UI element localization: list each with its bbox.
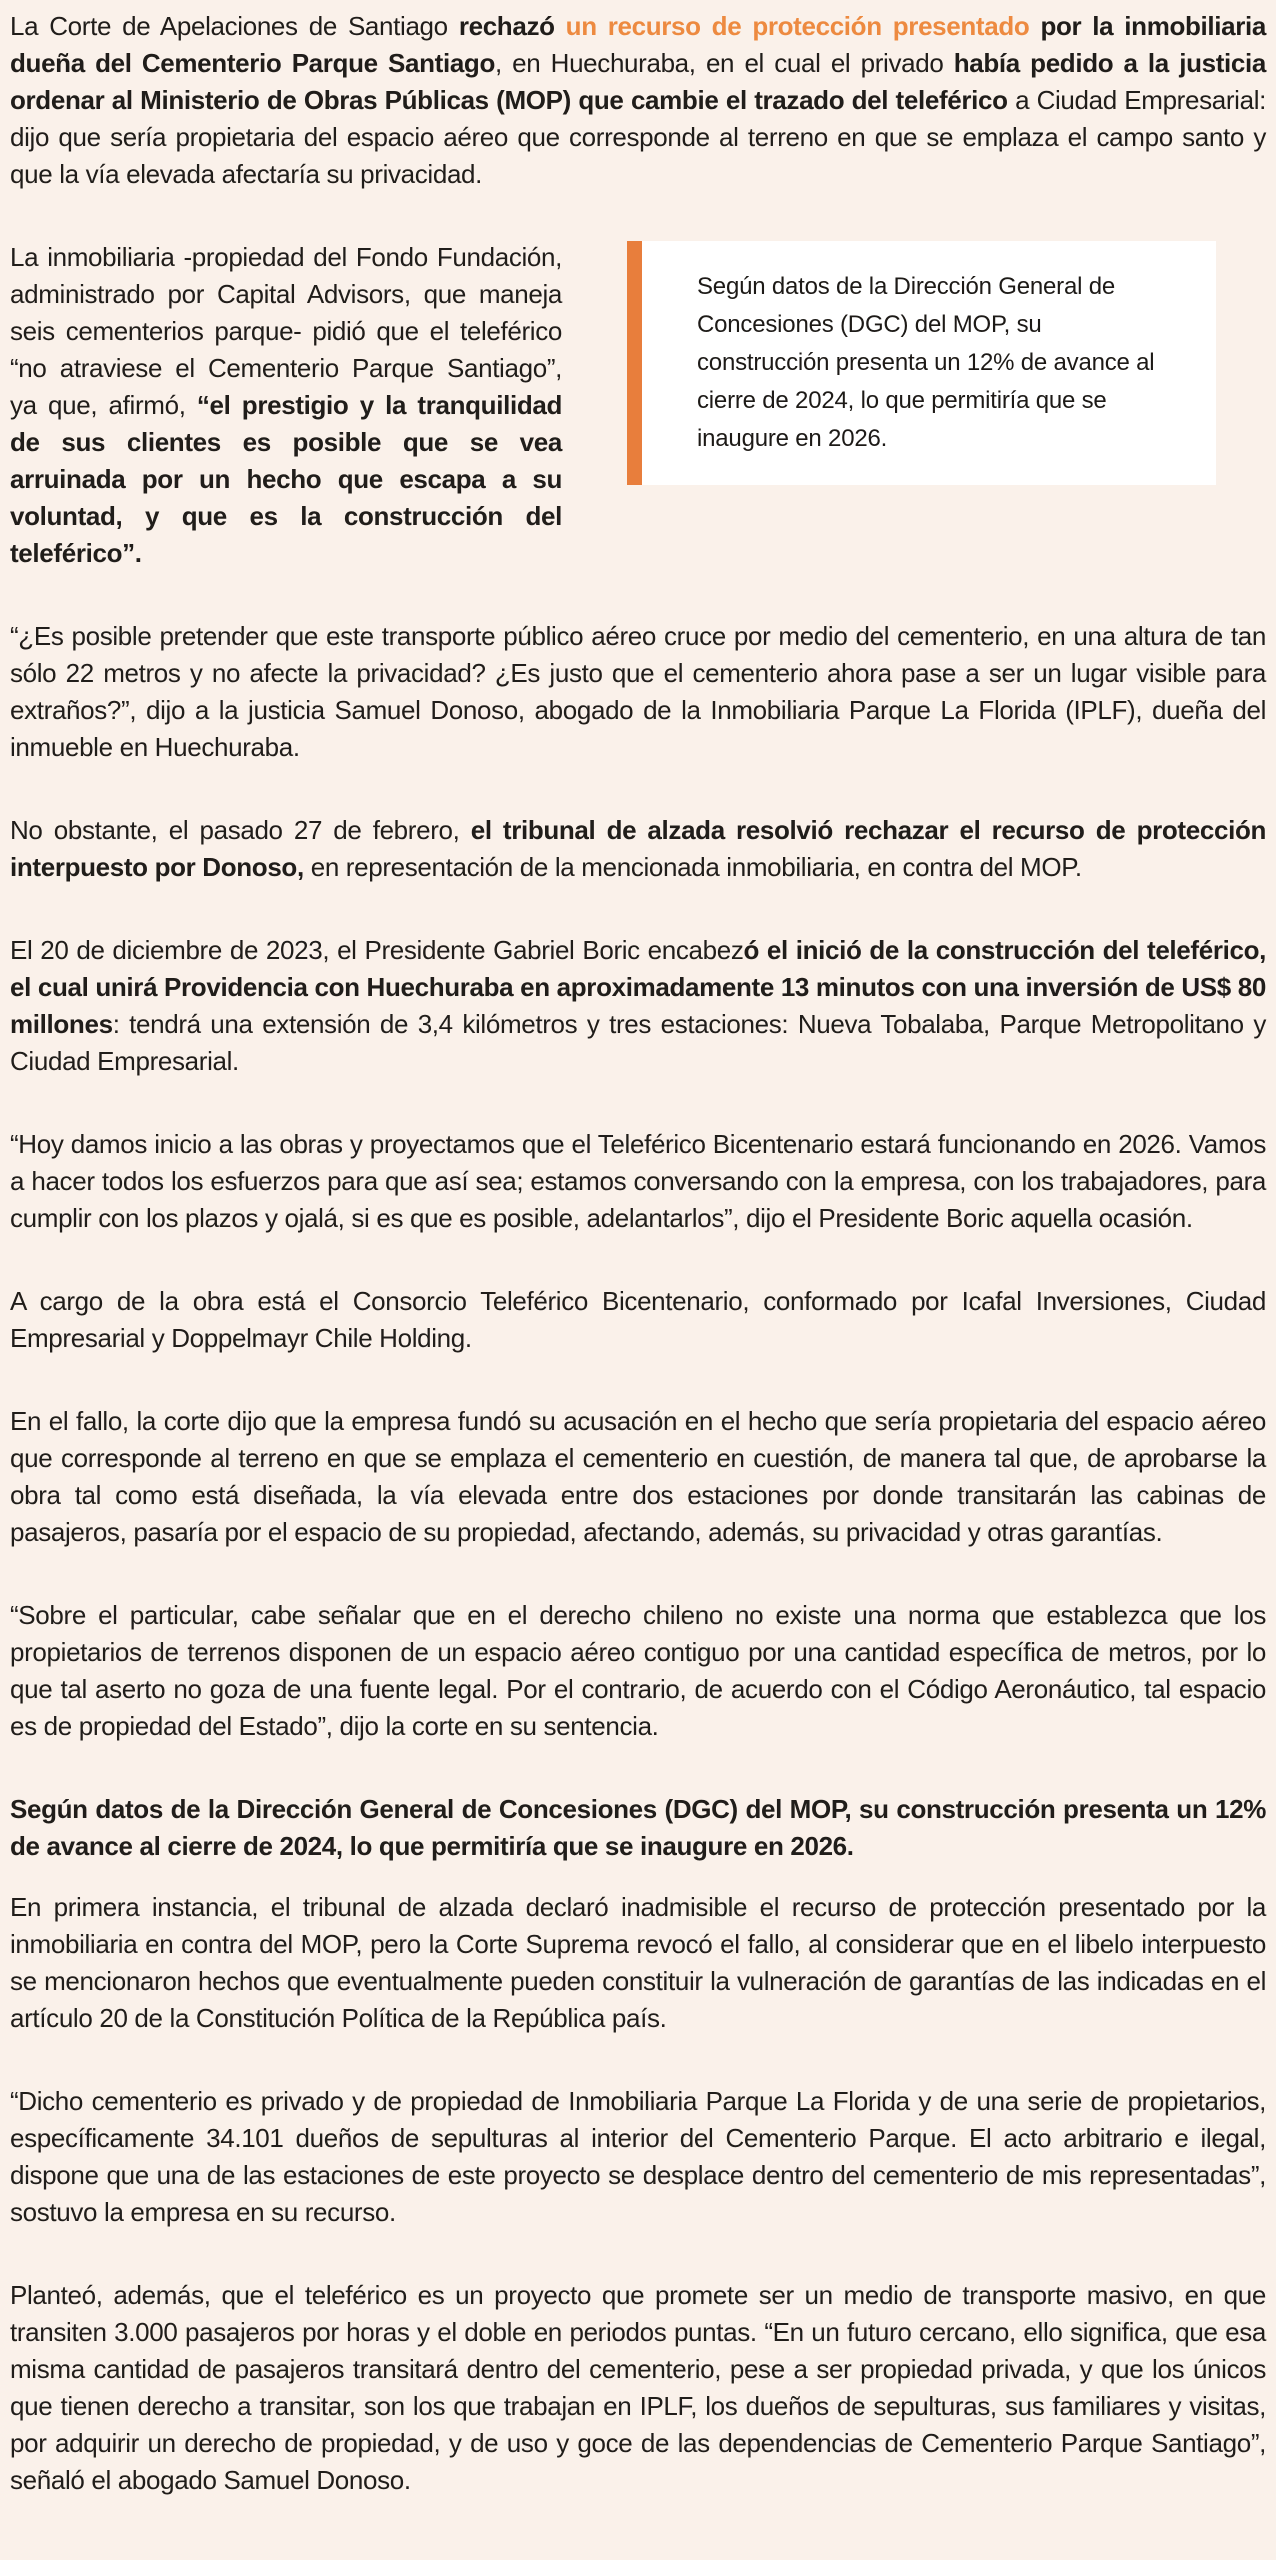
body-text: “Dicho cementerio es privado y de propiedad de Inmobiliaria Parque La Florida y de una serie de propietarios, específicamente 34.101 dueños de sepulturas al interior del Cementerio Parque. El acto arbitrario e ilegal, dispone que una de las estaciones de este proyecto se desplace dentro del cementerio de mis representadas”, sostuvo la empresa en su recurso. <box>10 2086 1266 2227</box>
body-text: en representación de la mencionada inmobiliaria, en contra del MOP. <box>303 852 1082 882</box>
pull-quote-accent-bar <box>627 241 642 485</box>
body-text: En el fallo, la corte dijo que la empresa fundó su acusación en el hecho que sería propietaria del espacio aéreo que corresponde al terreno en que se emplaza el cementerio en cuestión, de manera tal que, de aprobarse la obra tal como está diseñada, la vía elevada entre dos estaciones por donde transitarán las cabinas de pasajeros, pasaría por el espacio de su propiedad, afectando, además, su privacidad y otras garantías. <box>10 1406 1266 1547</box>
pull-quote-text: Según datos de la Dirección General de Concesiones (DGC) del MOP, su construcción presenta un 12% de avance al cierre de 2024, lo que permitiría que se inaugure en 2026. <box>642 241 1216 485</box>
bold-text: por la inmobiliaria dueña del Cementerio Parque Santiago <box>10 11 1267 78</box>
paragraph <box>10 618 1266 766</box>
paragraph <box>10 812 1266 886</box>
bold-text: el tribunal de alzada resolvió rechazar el recurso de protección interpuesto por Donoso, <box>10 815 1267 882</box>
bold-text: ó el inició de la construcción del teleférico, el cual unirá Providencia con Huechuraba en aproximadamente 13 minutos con una inversión de US$ 80 millones <box>10 935 1266 1039</box>
paragraph <box>10 8 1266 193</box>
paragraph <box>10 932 1266 1080</box>
body-text: La inmobiliaria -propiedad del Fondo Fundación, administrado por Capital Advisors, que maneja seis cementerios parque- pidió que el teleférico “no atraviese el Cementerio Parque Santiago”, ya que, afirmó, <box>10 242 562 420</box>
bold-text: rechazó <box>458 11 566 41</box>
paragraph <box>10 1791 1266 1865</box>
pull-quote <box>627 241 1216 485</box>
paragraph <box>10 1889 1266 2037</box>
body-text: No obstante, el pasado 27 de febrero, <box>10 815 471 845</box>
body-text: A cargo de la obra está el Consorcio Teleférico Bicentenario, conformado por Icafal Inversiones, Ciudad Empresarial y Doppelmayr Chile Holding. <box>10 1286 1266 1353</box>
paragraph <box>10 1597 1266 1745</box>
paragraph <box>10 2083 1266 2231</box>
paragraph <box>10 1403 1266 1551</box>
paragraph <box>10 1283 1266 1357</box>
bold-text: “el prestigio y la tranquilidad de sus clientes es posible que se vea arruinada por un hecho que escapa a su voluntad, y que es la construcción del teleférico”. <box>10 390 562 568</box>
paragraph <box>10 1126 1266 1237</box>
body-text: “¿Es posible pretender que este transporte público aéreo cruce por medio del cementerio, en una altura de tan sólo 22 metros y no afecte la privacidad? ¿Es justo que el cementerio ahora pase a ser un lugar visible para extraños?”, dijo a la justicia Samuel Donoso, abogado de la Inmobiliaria Parque La Florida (IPLF), dueña del inmueble en Huechuraba. <box>10 621 1266 762</box>
body-text: a Ciudad Empresarial: dijo que sería propietaria del espacio aéreo que corresponde al terreno en que se emplaza el campo santo y que la vía elevada afectaría su privacidad. <box>10 85 1267 189</box>
body-text: La Corte de Apelaciones de Santiago <box>10 11 459 41</box>
paragraph <box>10 2277 1266 2499</box>
body-text: En primera instancia, el tribunal de alzada declaró inadmisible el recurso de protección presentado por la inmobiliaria en contra del MOP, pero la Corte Suprema revocó el fallo, al considerar que en el libelo interpuesto se mencionaron hechos que eventualmente pueden constituir la vulneración de garantías de las indicadas en el artículo 20 de la Constitución Política de la República país. <box>10 1892 1266 2033</box>
body-text: , en Huechuraba, en el cual el privado <box>495 48 954 78</box>
body-text: “Sobre el particular, cabe señalar que en el derecho chileno no existe una norma que establezca que los propietarios de terrenos disponen de un espacio aéreo contiguo por una cantidad específica de metros, por lo que tal aserto no goza de una fuente legal. Por el contrario, de acuerdo con el Código Aeronáutico, tal espacio es de propiedad del Estado”, dijo la corte en su sentencia. <box>10 1600 1266 1741</box>
body-text: “Hoy damos inicio a las obras y proyectamos que el Teleférico Bicentenario estará funcionando en 2026. Vamos a hacer todos los esfuerzos para que así sea; estamos conversando con la empresa, con los trabajadores, para cumplir con los plazos y ojalá, si es que es posible, adelantarlos”, dijo el Presidente Boric aquella ocasión. <box>10 1129 1266 1233</box>
body-text: El 20 de diciembre de 2023, el Presidente Gabriel Boric encabez <box>10 935 744 965</box>
body-text: : tendrá una extensión de 3,4 kilómetros y tres estaciones: Nueva Tobalaba, Parque Metropolitano y Ciudad Empresarial. <box>10 1009 1266 1076</box>
bold-text: había pedido a la justicia ordenar al Ministerio de Obras Públicas (MOP) que cambie el trazado del teleférico <box>10 48 1266 115</box>
protection-appeal-link[interactable]: un recurso de protección presentado <box>565 11 1030 41</box>
body-text: Planteó, además, que el teleférico es un proyecto que promete ser un medio de transporte masivo, en que transiten 3.000 pasajeros por horas y el doble en periodos puntas. “En un futuro cercano, ello significa, que esa misma cantidad de pasajeros transitará dentro del cementerio, pese a ser propiedad privada, y que los únicos que tienen derecho a transitar, son los que trabajan en IPLF, los dueños de sepulturas, sus familiares y visitas, por adquirir un derecho de propiedad, y de uso y goce de las dependencias de Cementerio Parque Santiago”, señaló el abogado Samuel Donoso. <box>10 2280 1266 2495</box>
bold-text: Según datos de la Dirección General de Concesiones (DGC) del MOP, su construcción presenta un 12% de avance al cierre de 2024, lo que permitiría que se inaugure en 2026. <box>10 1794 1266 1861</box>
